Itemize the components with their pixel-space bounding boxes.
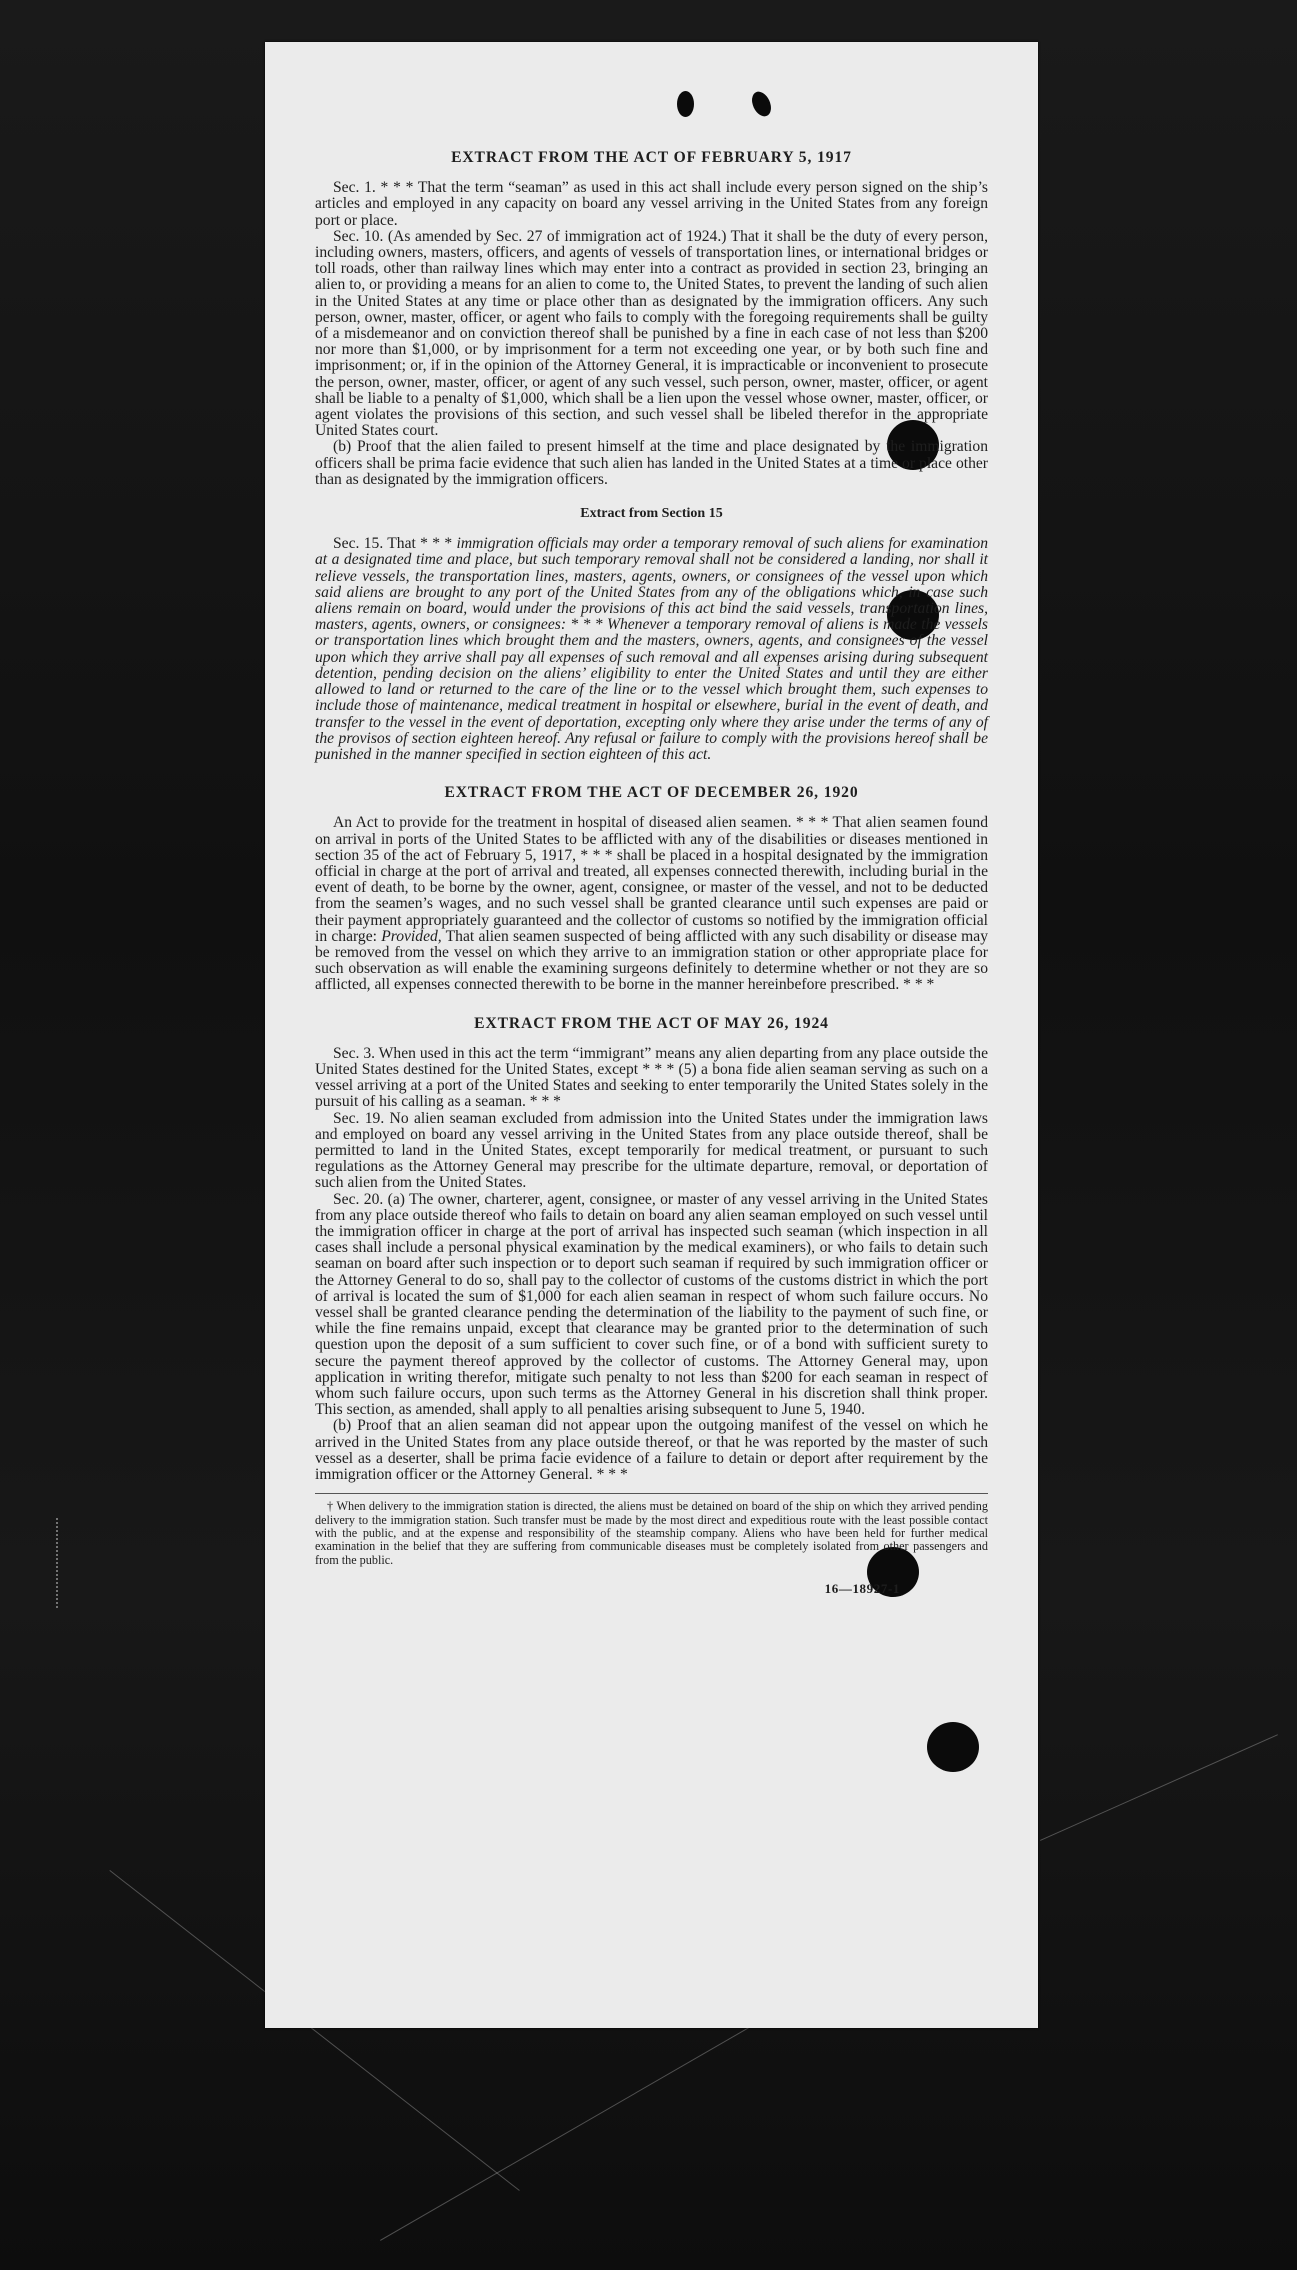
act-1920-text: An Act to provide for the treatment in hospital of diseased alien seamen. * * * That alien seamen found on arrival in ports of the United States to be afflicted with any of the disabilities or diseases mentioned in section 35 of the act of February 5, 1917, * * * shall be placed in a hospital designated by the immigration official in charge at the port of arrival and treated, all expenses connected therewith, including burial in the event of death, to be borne by the owner, agent, consignee, or master of the vessel, and not to be deducted from the seamen’s wages, and no such vessel shall be granted clearance until such expenses are paid or their payment appropriately guaranteed and the collector of customs so notified by the immigration official in charge: [315, 814, 988, 945]
footnote-text: † When delivery to the immigration station is directed, the aliens must be detained on board of the ship on which they arrived pending delivery to the immigration station. Such transfer must be made by the most direct and expeditious route with the least possible contact with the public, and at the expense and responsibility of the steamship company. Aliens who have been held for further medical examination in the belief that they are suffering from communicable diseases must be completely isolated from other passengers and from the public. [315, 1499, 988, 1567]
paragraph-sec-20-b: (b) Proof that an alien seaman did not appear upon the outgoing manifest of the vessel on which he arrived in the United States from any place outside thereof, or that he was reported by the master of such vessel as a deserter, shall be prima facie evidence of a failure to detain or deport after requirement by the immigration officer or the Attorney General. * * * [315, 1417, 988, 1484]
heading-act-feb-1917: EXTRACT FROM THE ACT OF FEBRUARY 5, 1917 [451, 149, 852, 166]
punch-hole [748, 89, 774, 120]
act-1920-rest: That alien seamen suspected of being afflicted with any such disability or disease may be removed from the vessel on which they arrive to an immigration station or other appropriate place for such observation as will enable the examining surgeons definitely to determine whether or not they are so afflicted, all expenses connected therewith to be borne in the manner hereinbefore prescribed. * * * [315, 927, 988, 994]
heading-act-dec-1920: EXTRACT FROM THE ACT OF DECEMBER 26, 1920 [444, 784, 859, 802]
paragraph-sec-10-b: (b) Proof that the alien failed to present himself at the time and place designated by the immigration officers shall be prima facie evidence that such alien has landed in the United States at a time or place other than as designated by the immigration officers. [315, 438, 988, 488]
paragraph-sec-20-a: Sec. 20. (a) The owner, charterer, agent, consignee, or master of any vessel arriving in the United States from any place outside thereof who fails to detain on board any alien seaman employed on such vessel until the immigration officer in charge at the port of arrival has inspected such seaman (which inspection in all cases shall include a personal physical examination by the medical examiners), or who fails to detain such seaman on board after such inspection or to deport such seaman if required by such immigration officer or the Attorney General to do so, shall pay to the collector of customs of the customs district in which the port of arrival is located the sum of $1,000 for each alien seaman in respect of whom such failure occurs. No vessel shall be granted clearance pending the determination of the liability to the payment of such fine, or while the fine remains unpaid, except that clearance may be granted prior to the determination of such question upon the deposit of a sum sufficient to cover such fine, or of a bond with sufficient surety to secure the payment thereof approved by the collector of customs. The Attorney General may, upon application in writing therefor, mitigate such penalty to not less than $200 for each seaman in respect of whom such failure occurs, upon such terms as the Attorney General in his discretion shall think proper. This section, as amended, shall apply to all penalties arising subsequent to June 5, 1940. [315, 1190, 988, 1419]
heading-section-15: Extract from Section 15 [580, 506, 723, 522]
punch-hole [677, 91, 694, 117]
scan-edge-mark [56, 1518, 70, 1608]
paragraph-act-1920 [315, 815, 988, 993]
sec-15-italic-text: immigration officials may order a temporary removal of such aliens for examination at a designated time and place, but such temporary removal shall not be considered a landing, nor shall it relieve vessels, the transportation lines, masters, agents, owners, or consignees of the vessel upon which said aliens are brought to any port of the United States from any of the obligations which, in case such aliens remain on board, would under the provisions of this act bind the said vessels, transportation lines, masters, agents, owners, or consignees: * * * Whenever a temporary removal of aliens is made the vessels or transportation lines which brought them and the masters, owners, agents, and consignees of the vessel upon which they arrive shall pay all expenses of such removal and all expenses arising during subsequent detention, pending decision on the aliens’ eligibility to enter the United States and until they are either allowed to land or returned to the care of the line or to the vessel which brought them, such expenses to include those of maintenance, medical treatment in hospital or elsewhere, burial in the event of death, and transfer to the vessel in the event of deportation, excepting only where they arise under the terms of any of the provisos of section eighteen hereof. Any refusal or failure to comply with the provisions hereof shall be punished in the manner specified in section eighteen of this act. [315, 535, 988, 763]
sec-15-lead: Sec. 15. That * * * [333, 535, 457, 553]
footnote [315, 1493, 988, 1567]
document-page [265, 42, 1038, 2028]
form-number: 16—18927-1 [824, 1581, 900, 1597]
act-1920-provided: Provided, [381, 927, 442, 945]
document-body [315, 150, 988, 1597]
paragraph-sec-10: Sec. 10. (As amended by Sec. 27 of immigration act of 1924.) That it shall be the duty of every person, including owners, masters, officers, and agents of vessels of transportation lines, or international bridges or toll roads, other than railway lines which may enter into a contract as provided in section 23, bringing an alien to, or providing a means for an alien to come to, the United States, to prevent the landing of such alien in the United States at any time or place other than as designated by the immigration officers. Any such person, owner, master, officer, or agent who fails to comply with the foregoing requirements shall be guilty of a misdemeanor and on conviction thereof shall be punished by a fine in each case of not less than $200 nor more than $1,000, or by imprisonment for a term not exceeding one year, or by both such fine and imprisonment; or, if in the opinion of the Attorney General, it is impracticable or inconvenient to prosecute the person, owner, master, officer, or agent of any such vessel, such person, owner, master, officer, or agent shall be liable to a penalty of $1,000, which shall be a lien upon the vessel whose owner, master, officer, or agent violates the provisions of this section, and such vessel shall be libeled therefor in the appropriate United States court. [315, 227, 988, 440]
heading-act-may-1924: EXTRACT FROM THE ACT OF MAY 26, 1924 [474, 1014, 829, 1032]
paragraph-sec-3: Sec. 3. When used in this act the term “immigrant” means any alien departing from any place outside the United States destined for the United States, except * * * (5) a bona fide alien seaman serving as such on a vessel arriving at a port of the United States and seeking to enter temporarily the United States solely in the pursuit of his calling as a seaman. * * * [315, 1044, 988, 1111]
paragraph-sec-15 [315, 536, 988, 763]
punch-hole [927, 1722, 979, 1772]
paragraph-sec-1: Sec. 1. * * * That the term “seaman” as used in this act shall include every person signed on the ship’s articles and employed in any capacity on board any vessel arriving in the United States from any foreign port or place. [315, 179, 988, 229]
paragraph-sec-19: Sec. 19. No alien seaman excluded from admission into the United States under the immigration laws and employed on board any vessel arriving in the United States from any place outside thereof, shall be permitted to land in the United States, except temporarily for medical treatment, or pursuant to such regulations as the Attorney General may prescribe for the ultimate departure, removal, or deportation of such alien from the United States. [315, 1109, 988, 1192]
